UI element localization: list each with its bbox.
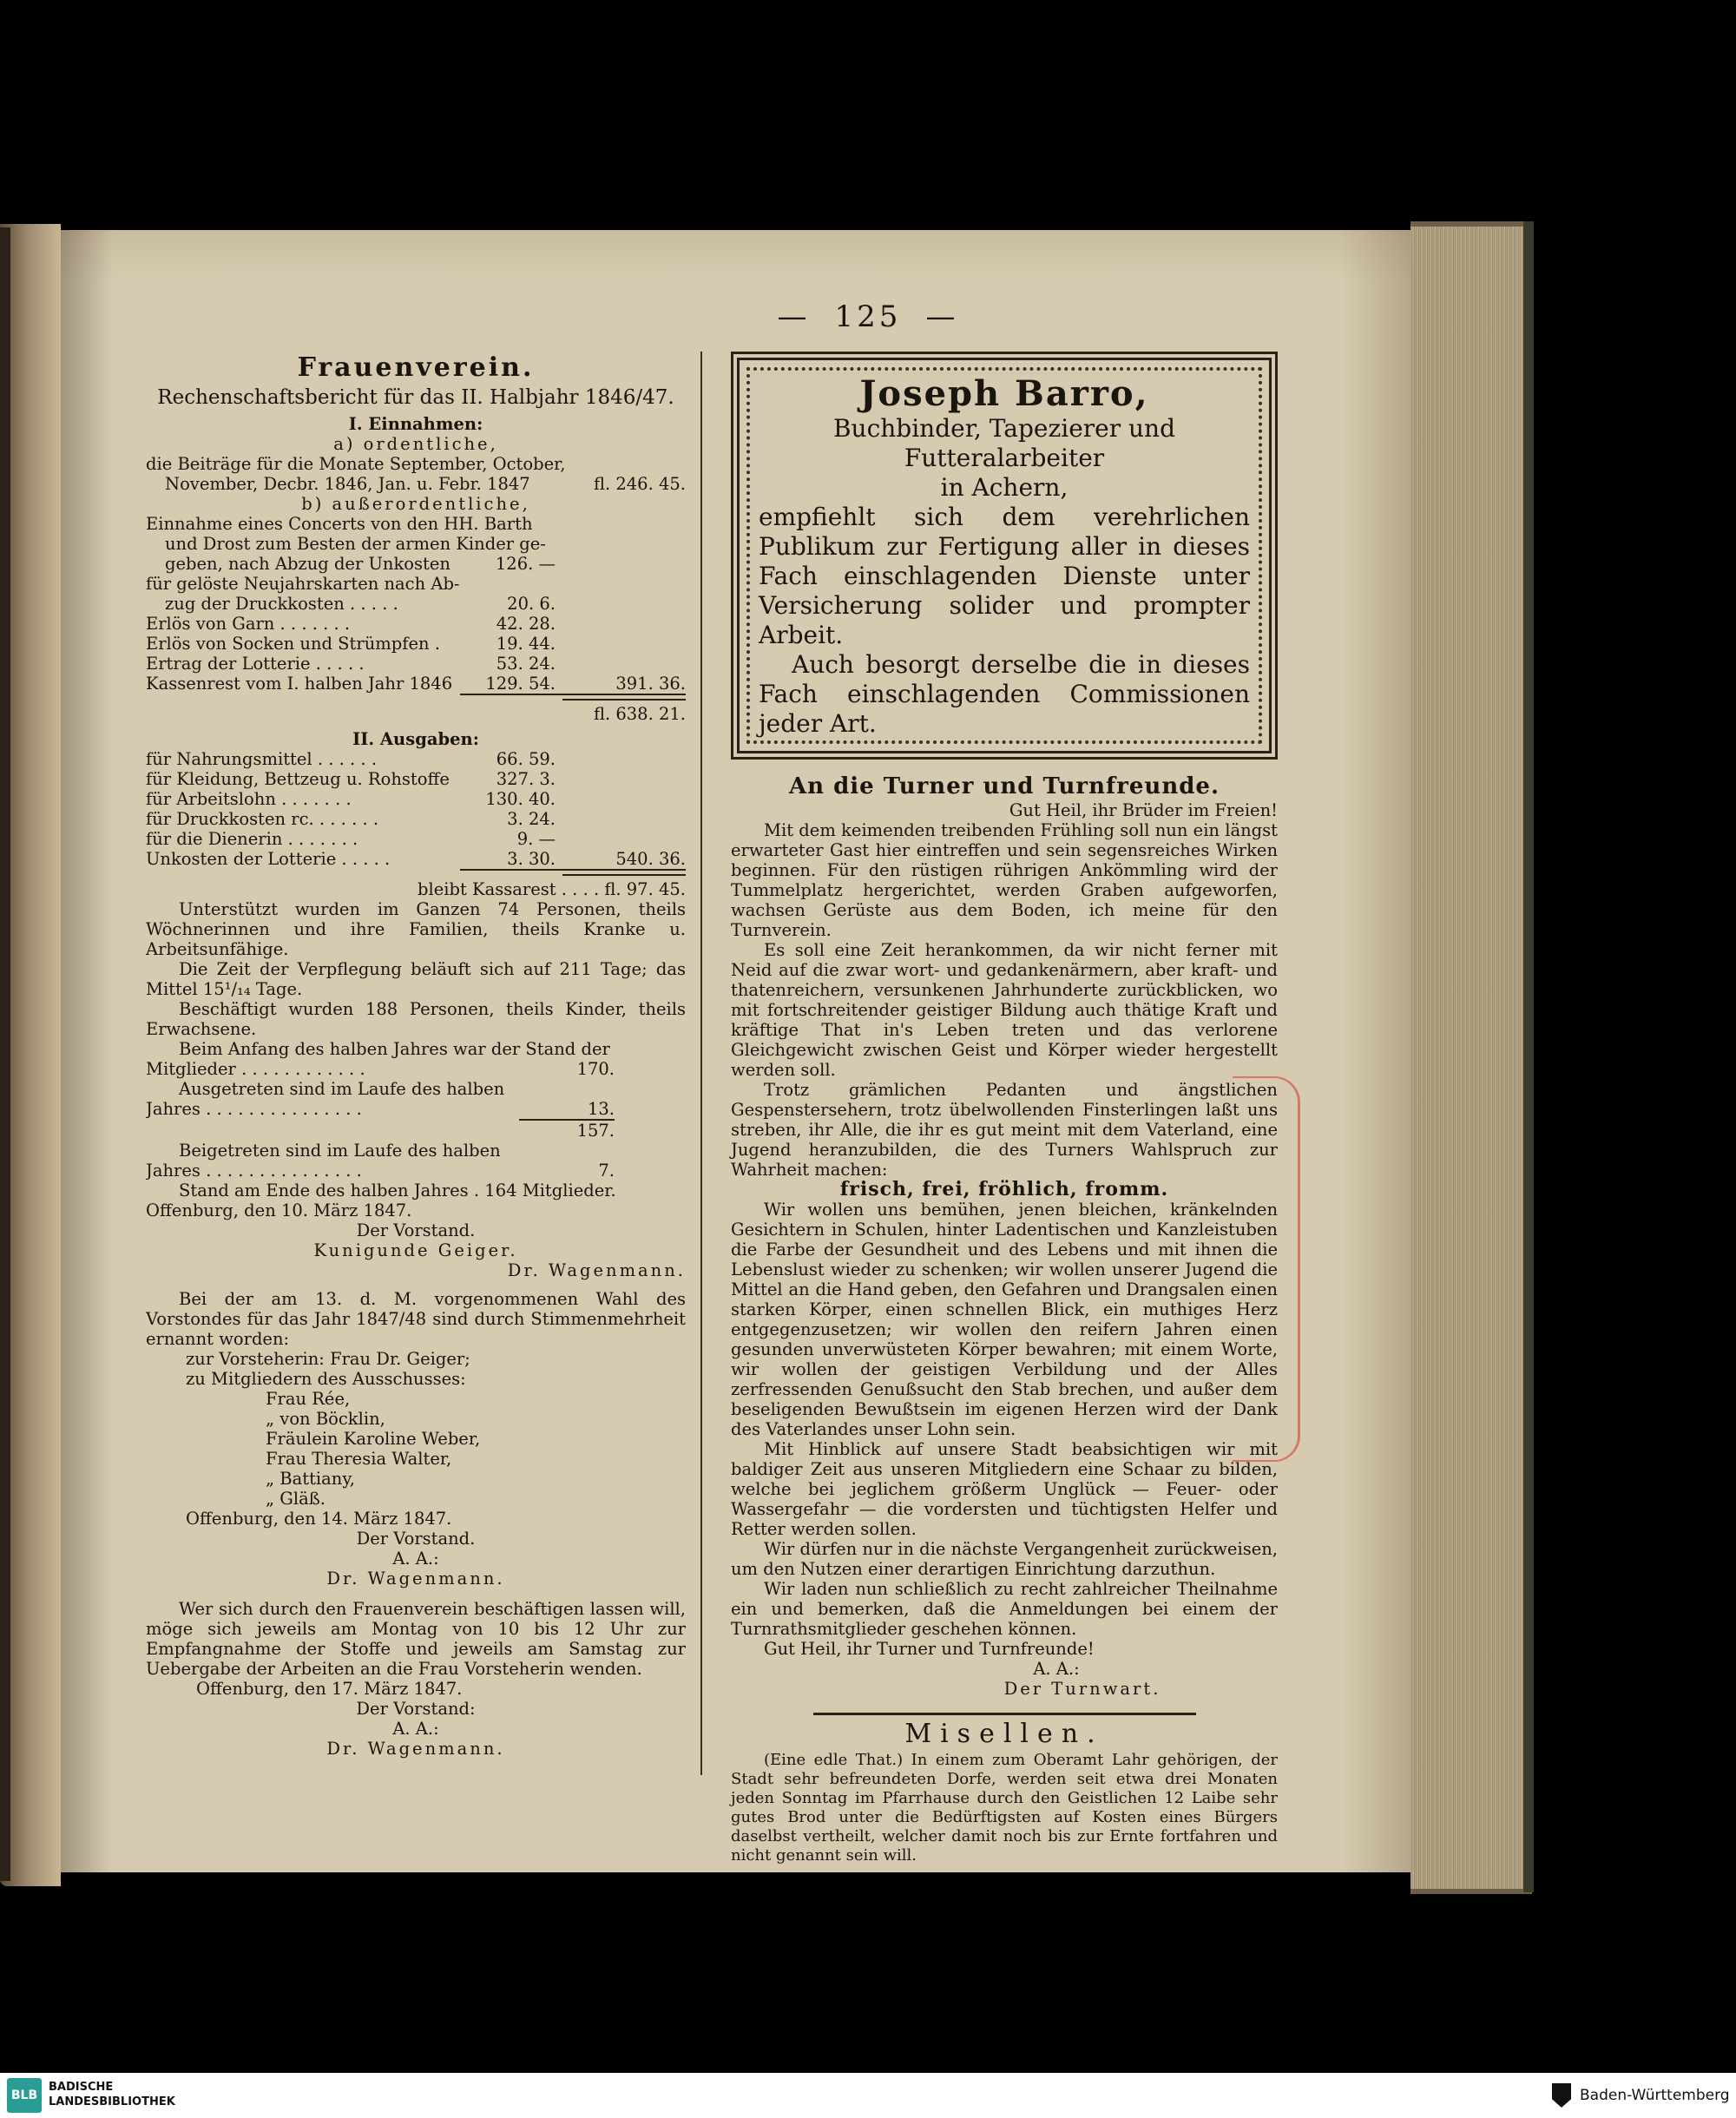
ledger-row [146, 654, 686, 674]
members-joined-label: Jahres . . . . . . . . . . . . . . . [146, 1161, 362, 1181]
signature-wagenmann: Dr. Wagenmann. [326, 1739, 505, 1759]
members-left-label: Jahres . . . . . . . . . . . . . . . [146, 1099, 362, 1119]
column-divider [700, 352, 702, 1775]
left-cover [0, 227, 10, 1881]
committee-line: zu Mitgliedern des Ausschusses: [186, 1369, 466, 1389]
committee-list [146, 1389, 686, 1509]
ledger-value: 9. — [516, 829, 556, 849]
committee-member: Frau Rée, [266, 1389, 351, 1409]
members-table [146, 1039, 615, 1181]
turner-motto: frisch, frei, fröhlich, fromm. [839, 1178, 1169, 1200]
signature-geiger: Kunigunde Geiger. [313, 1240, 518, 1260]
paragraph-duration: Die Zeit der Verpflegung beläuft sich auf 211 Tage; das Mittel 15¹/₁₄ Tage. [146, 959, 686, 999]
ledger-label: Ertrag der Lotterie . . . . . [146, 654, 365, 674]
extra-line: für gelöste Neujahrskarten nach Ab- [146, 574, 460, 594]
ledger-value: 66. 59. [496, 749, 556, 769]
turner-closing: Gut Heil, ihr Turner und Turnfreunde! [764, 1639, 1095, 1659]
ledger-label: für Arbeitslohn . . . . . . . [146, 789, 352, 809]
turner-paragraph: Mit dem keimenden treibenden Frühling soll nun ein längst erwarteter Gast hier eintreffen und sein segensreiches Wirken beginnen. Für den rüstigen rührigen Ankömmling wird der Tummelplatz hergerichtet, werden Graben aufgeworfen, wachsen Gerüste aus dem Boden, ich meine für den Turnverein. [731, 820, 1278, 940]
turner-paragraph: Wir wollen uns bemühen, jenen bleichen, kränkelnden Gesichtern in Schulen, hinter Ladentischen und Kanzleistuben die Farbe der Gesundheit und des Lebens und mit ihnen die Lebenslust wieder zu schenken; wir wollen unserer Jugend die Mittel an die Hand geben, den Gefahren und Drangsalen einen starken Körper, einen schnellen Blick, ein muthiges Herz entgegenzusetzen; wir wollen den reifern Jahren einen gesunden unverwüsteten Körper bewahren; mit einem Worte, wir wollen der geistigen Verbildung und der Alles zerfressenden Genußsucht den Stab brechen, und außer dem beseligenden Bewußtsein im eigenen Herzen wird der Dank des Vaterlandes unser Lohn sein. [731, 1200, 1278, 1439]
ledger-total [556, 789, 686, 809]
ledger-label: Unkosten der Lotterie . . . . . [146, 849, 391, 869]
blb-label [49, 2080, 175, 2109]
paragraph-employed: Beschäftigt wurden 188 Personen, theils Kinder, theils Erwachsene. [146, 999, 686, 1039]
misc-text: (Eine edle That.) In einem zum Oberamt Lahr gehörigen, der Stadt sehr befreundeten Dorfe, werden seit etwa drei Monaten jeden Sonntag im Pfarrhause durch den Geistlichen 12 Laibe sehr gutes Brod unter die Bedürftigsten auf Kosten eines Bürgers daselbst vertheilt, welcher damit noch bis zur Ernte fortfahren und nicht genannt sein will. [731, 1751, 1278, 1865]
left-column [146, 352, 686, 1759]
aa-label: A. A.: [392, 1549, 439, 1569]
ledger-total [556, 614, 686, 634]
board-label: Der Vorstand. [356, 1529, 476, 1549]
ordinary-total: fl. 246. 45. [593, 474, 686, 494]
ad-place: in Achern, [940, 473, 1069, 502]
ledger-label: für Kleidung, Bettzeug u. Rohstoffe [146, 769, 450, 789]
signature-wagenmann: Dr. Wagenmann. [326, 1569, 505, 1588]
page-header: — 125 — [777, 299, 959, 334]
turner-paragraph: Wir dürfen nur in die nächste Vergangenheit zurückweisen, um den Nutzen einer derartigen Einrichtung darzuthun. [731, 1539, 1278, 1579]
committee-member: Fräulein Karoline Weber, [266, 1429, 481, 1449]
extra-line: und Drost zum Besten der armen Kinder ge- [165, 534, 546, 554]
members-start-value: 170. [576, 1059, 615, 1079]
ledger-row [146, 849, 686, 871]
members-start-text: Beim Anfang des halben Jahres war der Stand der Mitglieder . . . . . . . . . . . . [146, 1039, 610, 1079]
blb-line: LANDESBIBLIOTHEK [49, 2095, 175, 2108]
members-joined-text: Beigetreten sind im Laufe des halben [179, 1141, 501, 1161]
ledger-row [146, 674, 686, 695]
turner-signature: Der Turnwart. [1003, 1679, 1161, 1699]
paragraph-supported: Unterstützt wurden im Ganzen 74 Personen, theils Wöchnerinnen und ihre Familien, theils Kranke u. Arbeitsunfähige. [146, 899, 686, 959]
extra-line: Einnahme eines Concerts von den HH. Barth [146, 514, 533, 534]
ledger-total: 391. 36. [556, 674, 686, 695]
members-subtotal: 157. [576, 1121, 615, 1141]
ledger-row [146, 829, 686, 849]
extra-concert-row [146, 554, 686, 574]
ordinary-label: November, Decbr. 1846, Jan. u. Febr. 1847 [165, 474, 530, 494]
committee-member: „ Gläß. [266, 1489, 326, 1509]
report-subtitle: Rechenschaftsbericht für das II. Halbjahr 1846/47. [157, 386, 674, 409]
expense-heading: II. Ausgaben: [352, 729, 479, 749]
ledger-value: 327. 3. [496, 769, 556, 789]
coat-of-arms-icon [1552, 2083, 1571, 2108]
aa-label: A. A.: [392, 1719, 439, 1739]
ledger-total [556, 829, 686, 849]
turner-aa: A. A.: [1033, 1659, 1080, 1679]
ledger-value: 20. 6. [507, 594, 556, 614]
ledger-label: für die Dienerin . . . . . . . [146, 829, 358, 849]
ledger-total [556, 769, 686, 789]
misc-title: Misellen. [904, 1719, 1104, 1749]
committee-member: „ von Böcklin, [266, 1409, 385, 1429]
ledger-total: 540. 36. [556, 849, 686, 871]
committee-member: Frau Theresia Walter, [266, 1449, 452, 1469]
ledger-value: 129. 54. [460, 674, 556, 695]
ledger-row [146, 769, 686, 789]
ledger-label: Erlös von Socken und Strümpfen . [146, 634, 440, 654]
ledger-total [556, 654, 686, 674]
ordinary-line: die Beiträge für die Monate September, October, [146, 454, 566, 474]
ledger-value: 42. 28. [496, 614, 556, 634]
ledger-total [556, 634, 686, 654]
turner-paragraph: Trotz grämlichen Pedanten und ängstlichen Gespenstersehern, trotz übelwollenden Finsterlingen laßt uns streben, ihr Alle, die ihr es gut meint mit dem Vaterland, eine Jugend heranzubilden, die des Turners Wahlspruch zur Wahrheit machen: [731, 1080, 1278, 1180]
chair-line: zur Vorsteherin: Frau Dr. Geiger; [186, 1349, 470, 1369]
election-paragraph: Bei der am 13. d. M. vorgenommenen Wahl des Vorstondes für das Jahr 1847/48 sind durch Stimmenmehrheit ernannt worden: [146, 1289, 686, 1349]
turner-greeting: Gut Heil, ihr Brüder im Freien! [1009, 800, 1278, 820]
concert-value: 126. — [495, 554, 556, 574]
blb-line: BADISCHE [49, 2081, 114, 2094]
ledger-label: für Druckkosten rc. . . . . . . [146, 809, 379, 829]
turner-title: An die Turner und Turnfreunde. [788, 773, 1220, 799]
ledger-total [556, 594, 686, 614]
ad-profession: Buchbinder, Tapezierer und Futteralarbeiter [832, 414, 1176, 472]
ad-name: Joseph Barro, [859, 373, 1149, 414]
ledger-label: Erlös von Garn . . . . . . . [146, 614, 351, 634]
ad-text: Auch besorgt derselbe die in dieses Fach einschlagenden Commissionen jeder Art. [759, 650, 1250, 738]
income-total: fl. 638. 21. [593, 704, 686, 724]
page-edges [1410, 221, 1532, 1894]
ledger-value: 130. 40. [485, 789, 556, 809]
extra-heading: b) außerordentliche, [301, 494, 530, 514]
work-paragraph: Wer sich durch den Frauenverein beschäftigen lassen will, möge sich jeweils am Montag von 10 bis 12 Uhr zur Empfangnahme der Stoffe und jeweils am Samstag zur Uebergabe der Arbeiten an die Frau Vorsteherin wenden. [146, 1599, 686, 1679]
board-label: Der Vorstand. [356, 1220, 476, 1240]
footer-bar [0, 2073, 1736, 2118]
ledger-row [146, 789, 686, 809]
ordinary-total-row [146, 474, 686, 494]
signature-wagenmann: Dr. Wagenmann. [507, 1260, 686, 1280]
ledger-value: 19. 44. [496, 634, 556, 654]
income-rows [146, 594, 686, 695]
remaining-balance: bleibt Kassarest . . . . fl. 97. 45. [418, 879, 686, 899]
place-date: Offenburg, den 14. März 1847. [186, 1509, 452, 1529]
ledger-row [146, 634, 686, 654]
ledger-label: Kassenrest vom I. halben Jahr 1846 [146, 674, 453, 694]
ledger-value: 3. 30. [460, 849, 556, 871]
ledger-row [146, 749, 686, 769]
turner-paragraph: Es soll eine Zeit herankommen, da wir nicht ferner mit Neid auf die zwar wort- und gedankenärmern, aber kraft- und thatenreichern, versunkenen Jahrhunderte zurückblicken, wo mit fortschreitender geistiger Bildung auch thätige Kraft und kräftige That in's Leben treten und das verlorene Gleichgewicht zwischen Geist und Körper wieder hergestellt werden soll. [731, 940, 1278, 1080]
right-column [731, 352, 1278, 1865]
place-date: Offenburg, den 17. März 1847. [196, 1679, 463, 1699]
page-number: 125 [834, 299, 902, 334]
bw-label[interactable]: Baden-Württemberg [1580, 2087, 1730, 2104]
ordinary-heading: a) ordentliche, [333, 434, 498, 454]
ledger-label: zug der Druckkosten . . . . . [165, 594, 398, 614]
members-joined-value: 7. [598, 1161, 615, 1181]
turner-paragraph: Wir laden nun schließlich zu recht zahlreicher Theilnahme ein und bemerken, daß die Anmeldungen bei einem der Turnrathsmitglieder geschehen können. [731, 1579, 1278, 1639]
red-pencil-mark [1233, 1076, 1300, 1462]
right-cover [1523, 221, 1534, 1892]
advertisement-box [731, 352, 1278, 760]
ledger-row [146, 594, 686, 614]
concert-label: geben, nach Abzug der Unkosten [165, 554, 450, 574]
ad-text: empfiehlt sich dem verehrlichen Publikum zur Fertigung aller in dieses Fach einschlagenden Dienste unter Versicherung solider und prompter Arbeit. [759, 503, 1250, 649]
ledger-row [146, 809, 686, 829]
committee-member: „ Battiany, [266, 1469, 355, 1489]
frauenverein-title: Frauenverein. [297, 352, 535, 383]
turner-paragraph: Mit Hinblick auf unsere Stadt beabsichtigen wir mit baldiger Zeit aus unseren Mitgliedern eine Schaar zu bilden, welche bei jeglichem größerm Unglück — Feuer- oder Wassergefahr — die vordersten und tüchtigsten Helfer und Retter werden sollen. [731, 1439, 1278, 1539]
ledger-label: für Nahrungsmittel . . . . . . [146, 749, 378, 769]
income-heading: I. Einnahmen: [348, 414, 483, 434]
ledger-total [556, 749, 686, 769]
blb-logo[interactable]: BLB [7, 2078, 42, 2113]
board-label: Der Vorstand: [356, 1699, 476, 1719]
place-date: Offenburg, den 10. März 1847. [146, 1200, 412, 1220]
ledger-value: 53. 24. [496, 654, 556, 674]
section-rule [813, 1713, 1196, 1715]
ledger-value: 3. 24. [507, 809, 556, 829]
members-end: Stand am Ende des halben Jahres . 164 Mitglieder. [179, 1181, 616, 1200]
members-left-value: 13. [519, 1099, 615, 1121]
ledger-total [556, 809, 686, 829]
ledger-row [146, 614, 686, 634]
expense-rows [146, 749, 686, 871]
members-left-text: Ausgetreten sind im Laufe des halben [179, 1079, 505, 1099]
